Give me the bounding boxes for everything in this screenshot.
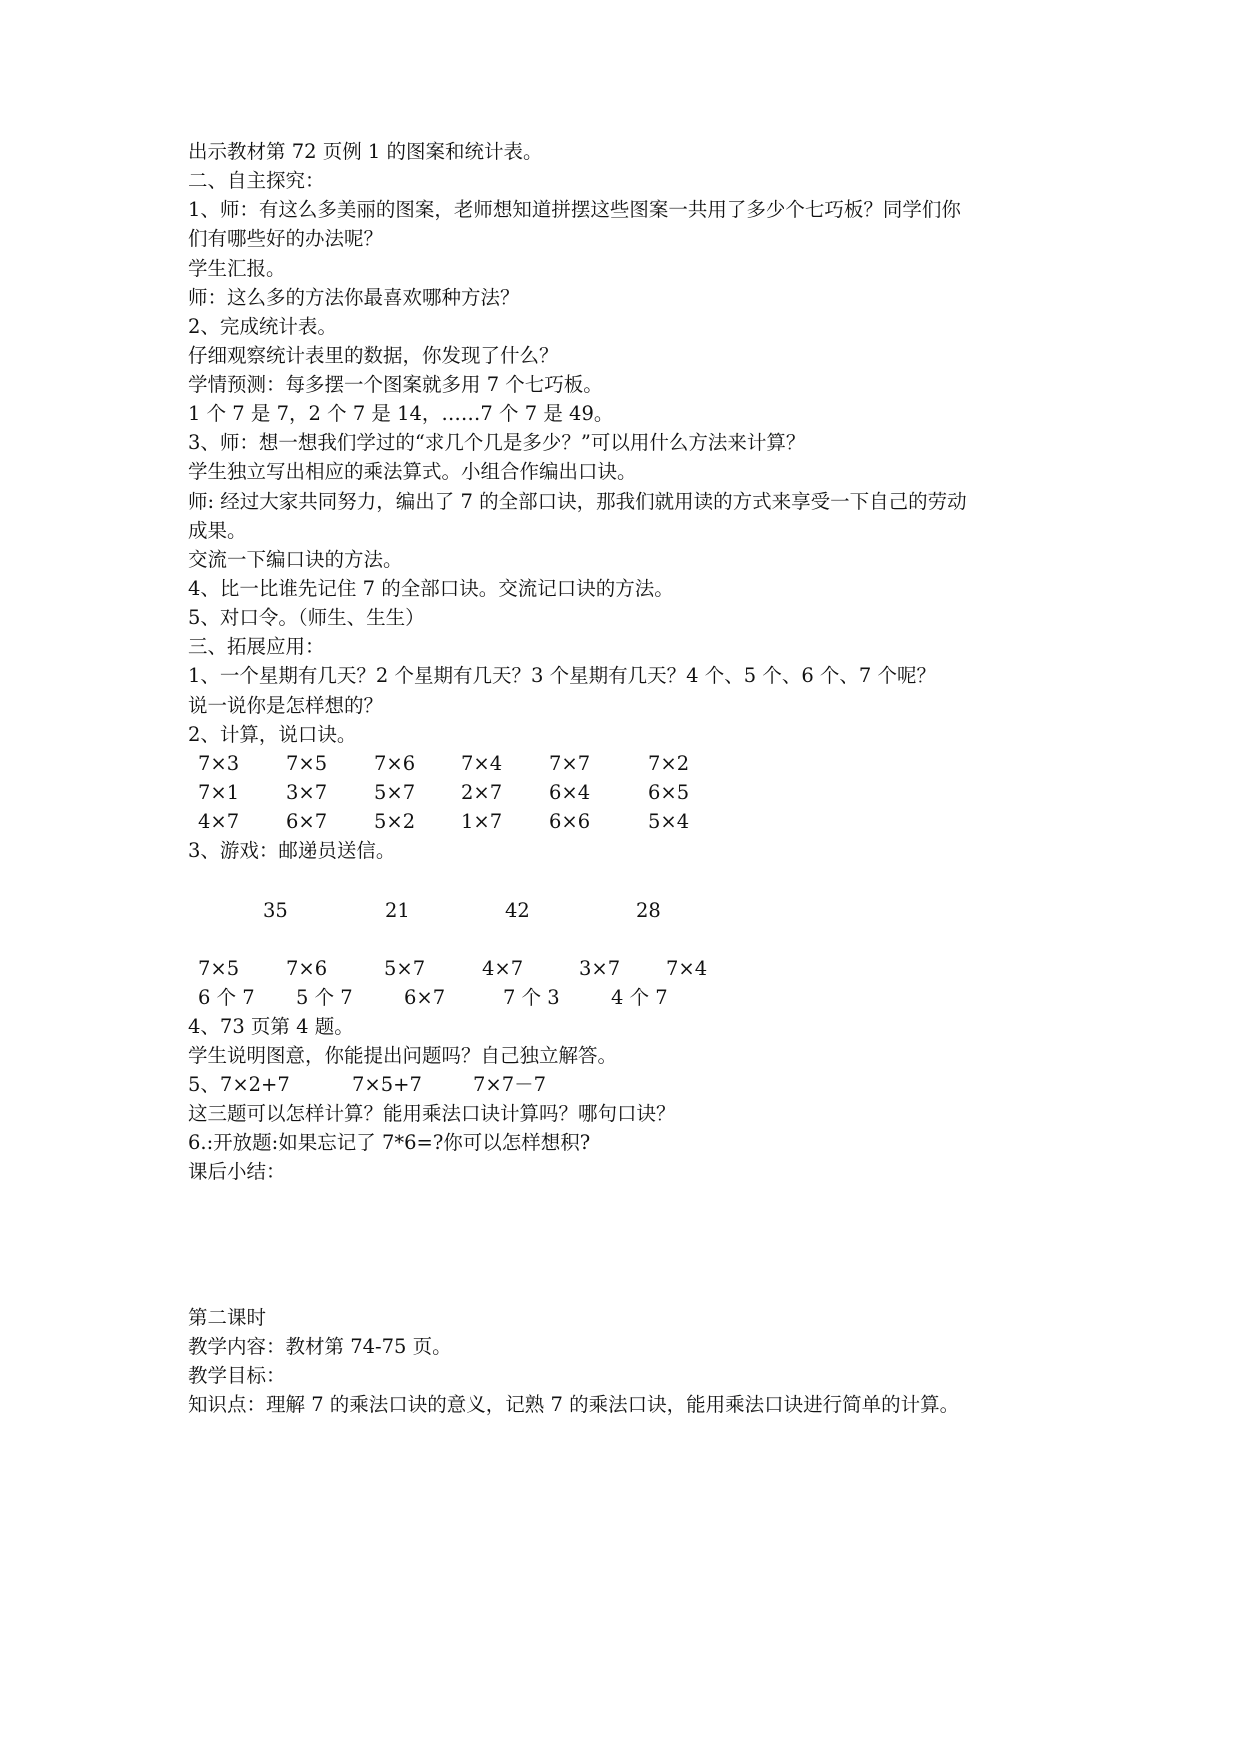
calc-cell: 7×6 xyxy=(374,752,416,775)
text-line: 1 个 7 是 7，2 个 7 是 14，……7 个 7 是 49。 xyxy=(188,402,614,425)
mailbox-number: 28 xyxy=(636,899,661,922)
calc-cell: 7×3 xyxy=(198,752,240,775)
text-line: 学生汇报。 xyxy=(188,257,286,280)
letter-card: 4 个 7 xyxy=(611,986,668,1009)
text-line: 4、比一比谁先记住 7 的全部口诀。交流记口诀的方法。 xyxy=(188,577,674,600)
text-line: 课后小结： xyxy=(188,1160,286,1183)
text-line: 教学目标： xyxy=(188,1364,286,1387)
text-line: 三、拓展应用： xyxy=(188,635,325,658)
calc-cell: 5×2 xyxy=(374,810,416,833)
text-line: 3、师：想一想我们学过的“求几个几是多少？”可以用什么方法来计算？ xyxy=(188,431,806,454)
calc-cell: 7×2 xyxy=(648,752,690,775)
mailbox-number: 35 xyxy=(263,899,288,922)
text-line: 1、一个星期有几天？2 个星期有几天？3 个星期有几天？4 个、5 个、6 个、7 个呢？ xyxy=(188,664,937,687)
text-line: 们有哪些好的办法呢？ xyxy=(188,227,384,250)
text-line: 说一说你是怎样想的？ xyxy=(188,694,384,717)
calc-cell: 6×6 xyxy=(549,810,591,833)
mailbox-number: 21 xyxy=(385,899,410,922)
text-line: 5、对口令。（师生、生生） xyxy=(188,606,425,629)
letter-card: 6×7 xyxy=(404,986,446,1009)
calc-cell: 7×7 xyxy=(549,752,591,775)
letter-card: 5 个 7 xyxy=(296,986,353,1009)
calc-cell: 7×4 xyxy=(461,752,503,775)
letter-card: 7×5 xyxy=(198,957,240,980)
text-line: 这三题可以怎样计算？能用乘法口诀计算吗？哪句口诀？ xyxy=(188,1102,676,1125)
q5-item: 7×7－7 xyxy=(473,1073,547,1096)
text-line: 6.:开放题:如果忘记了 7*6=?你可以怎样想积? xyxy=(188,1131,591,1154)
game-title: 3、游戏：邮递员送信。 xyxy=(188,839,396,862)
letter-card: 3×7 xyxy=(579,957,621,980)
calc-cell: 5×7 xyxy=(374,781,416,804)
text-line: 2、完成统计表。 xyxy=(188,315,337,338)
letter-card: 7×4 xyxy=(666,957,708,980)
letter-card: 5×7 xyxy=(384,957,426,980)
mailbox-number: 42 xyxy=(505,899,530,922)
text-line: 成果。 xyxy=(188,519,247,542)
text-line: 仔细观察统计表里的数据，你发现了什么？ xyxy=(188,344,559,367)
text-line: 出示教材第 72 页例 1 的图案和统计表。 xyxy=(188,140,543,163)
text-line: 知识点：理解 7 的乘法口诀的意义，记熟 7 的乘法口诀，能用乘法口诀进行简单的计算。 xyxy=(188,1393,960,1416)
q5-item: 7×5+7 xyxy=(352,1073,422,1096)
text-line: 4、73 页第 4 题。 xyxy=(188,1015,354,1038)
letter-card: 4×7 xyxy=(482,957,524,980)
calc-cell: 3×7 xyxy=(286,781,328,804)
letter-card: 7×6 xyxy=(286,957,328,980)
calc-cell: 6×4 xyxy=(549,781,591,804)
calc-cell: 7×1 xyxy=(198,781,240,804)
letter-card: 7 个 3 xyxy=(503,986,560,1009)
text-line: 二、自主探究： xyxy=(188,169,325,192)
text-line: 师：这么多的方法你最喜欢哪种方法？ xyxy=(188,286,520,309)
text-line: 学生说明图意，你能提出问题吗？自己独立解答。 xyxy=(188,1044,618,1067)
calc-cell: 5×4 xyxy=(648,810,690,833)
section-title: 第二课时 xyxy=(188,1306,267,1329)
calc-cell: 6×7 xyxy=(286,810,328,833)
text-line: 1、师：有这么多美丽的图案，老师想知道拼摆这些图案一共用了多少个七巧板？同学们你 xyxy=(188,198,961,221)
letter-card: 6 个 7 xyxy=(198,986,255,1009)
text-line: 学情预测：每多摆一个图案就多用 7 个七巧板。 xyxy=(188,373,603,396)
text-line: 2、计算，说口诀。 xyxy=(188,723,357,746)
calc-cell: 7×5 xyxy=(286,752,328,775)
text-line: 学生独立写出相应的乘法算式。小组合作编出口诀。 xyxy=(188,460,637,483)
calc-cell: 1×7 xyxy=(461,810,503,833)
text-line: 教学内容：教材第 74-75 页。 xyxy=(188,1335,452,1358)
calc-cell: 2×7 xyxy=(461,781,503,804)
text-line: 师: 经过大家共同努力，编出了 7 的全部口诀，那我们就用读的方式来享受一下自己的劳动 xyxy=(188,490,967,513)
calc-cell: 6×5 xyxy=(648,781,690,804)
calc-cell: 4×7 xyxy=(198,810,240,833)
text-line: 交流一下编口诀的方法。 xyxy=(188,548,403,571)
q5-item: 5、7×2+7 xyxy=(188,1073,290,1096)
